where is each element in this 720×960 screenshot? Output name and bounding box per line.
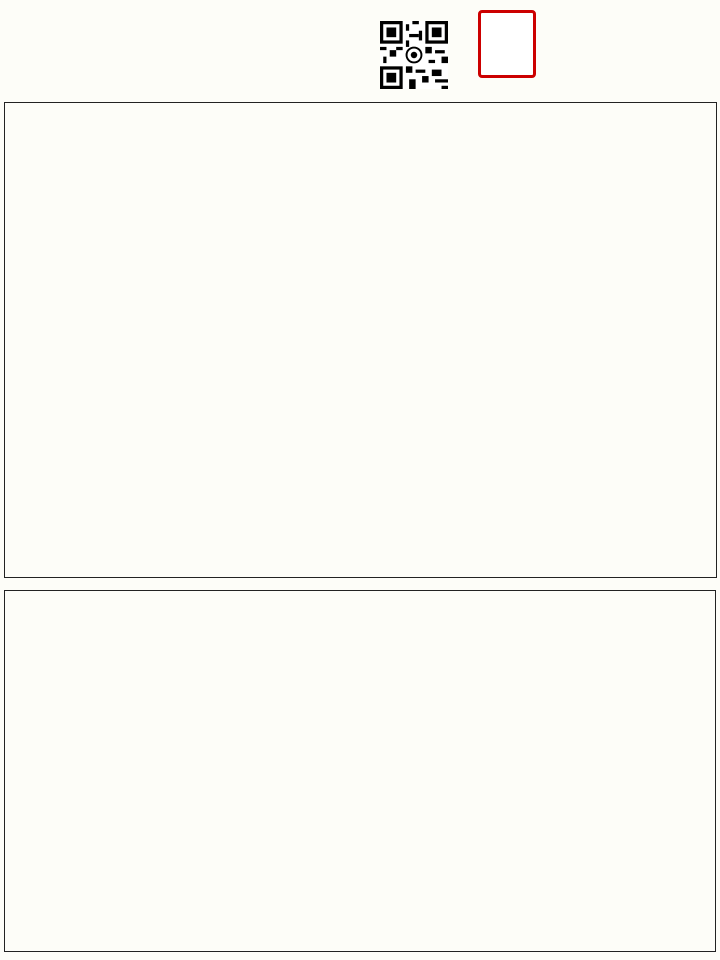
header-info bbox=[12, 10, 20, 26]
annual-luck-grid bbox=[4, 590, 716, 952]
chart-table bbox=[4, 102, 717, 578]
red-seal-stamp bbox=[478, 10, 536, 78]
qr-code-icon bbox=[380, 21, 448, 89]
